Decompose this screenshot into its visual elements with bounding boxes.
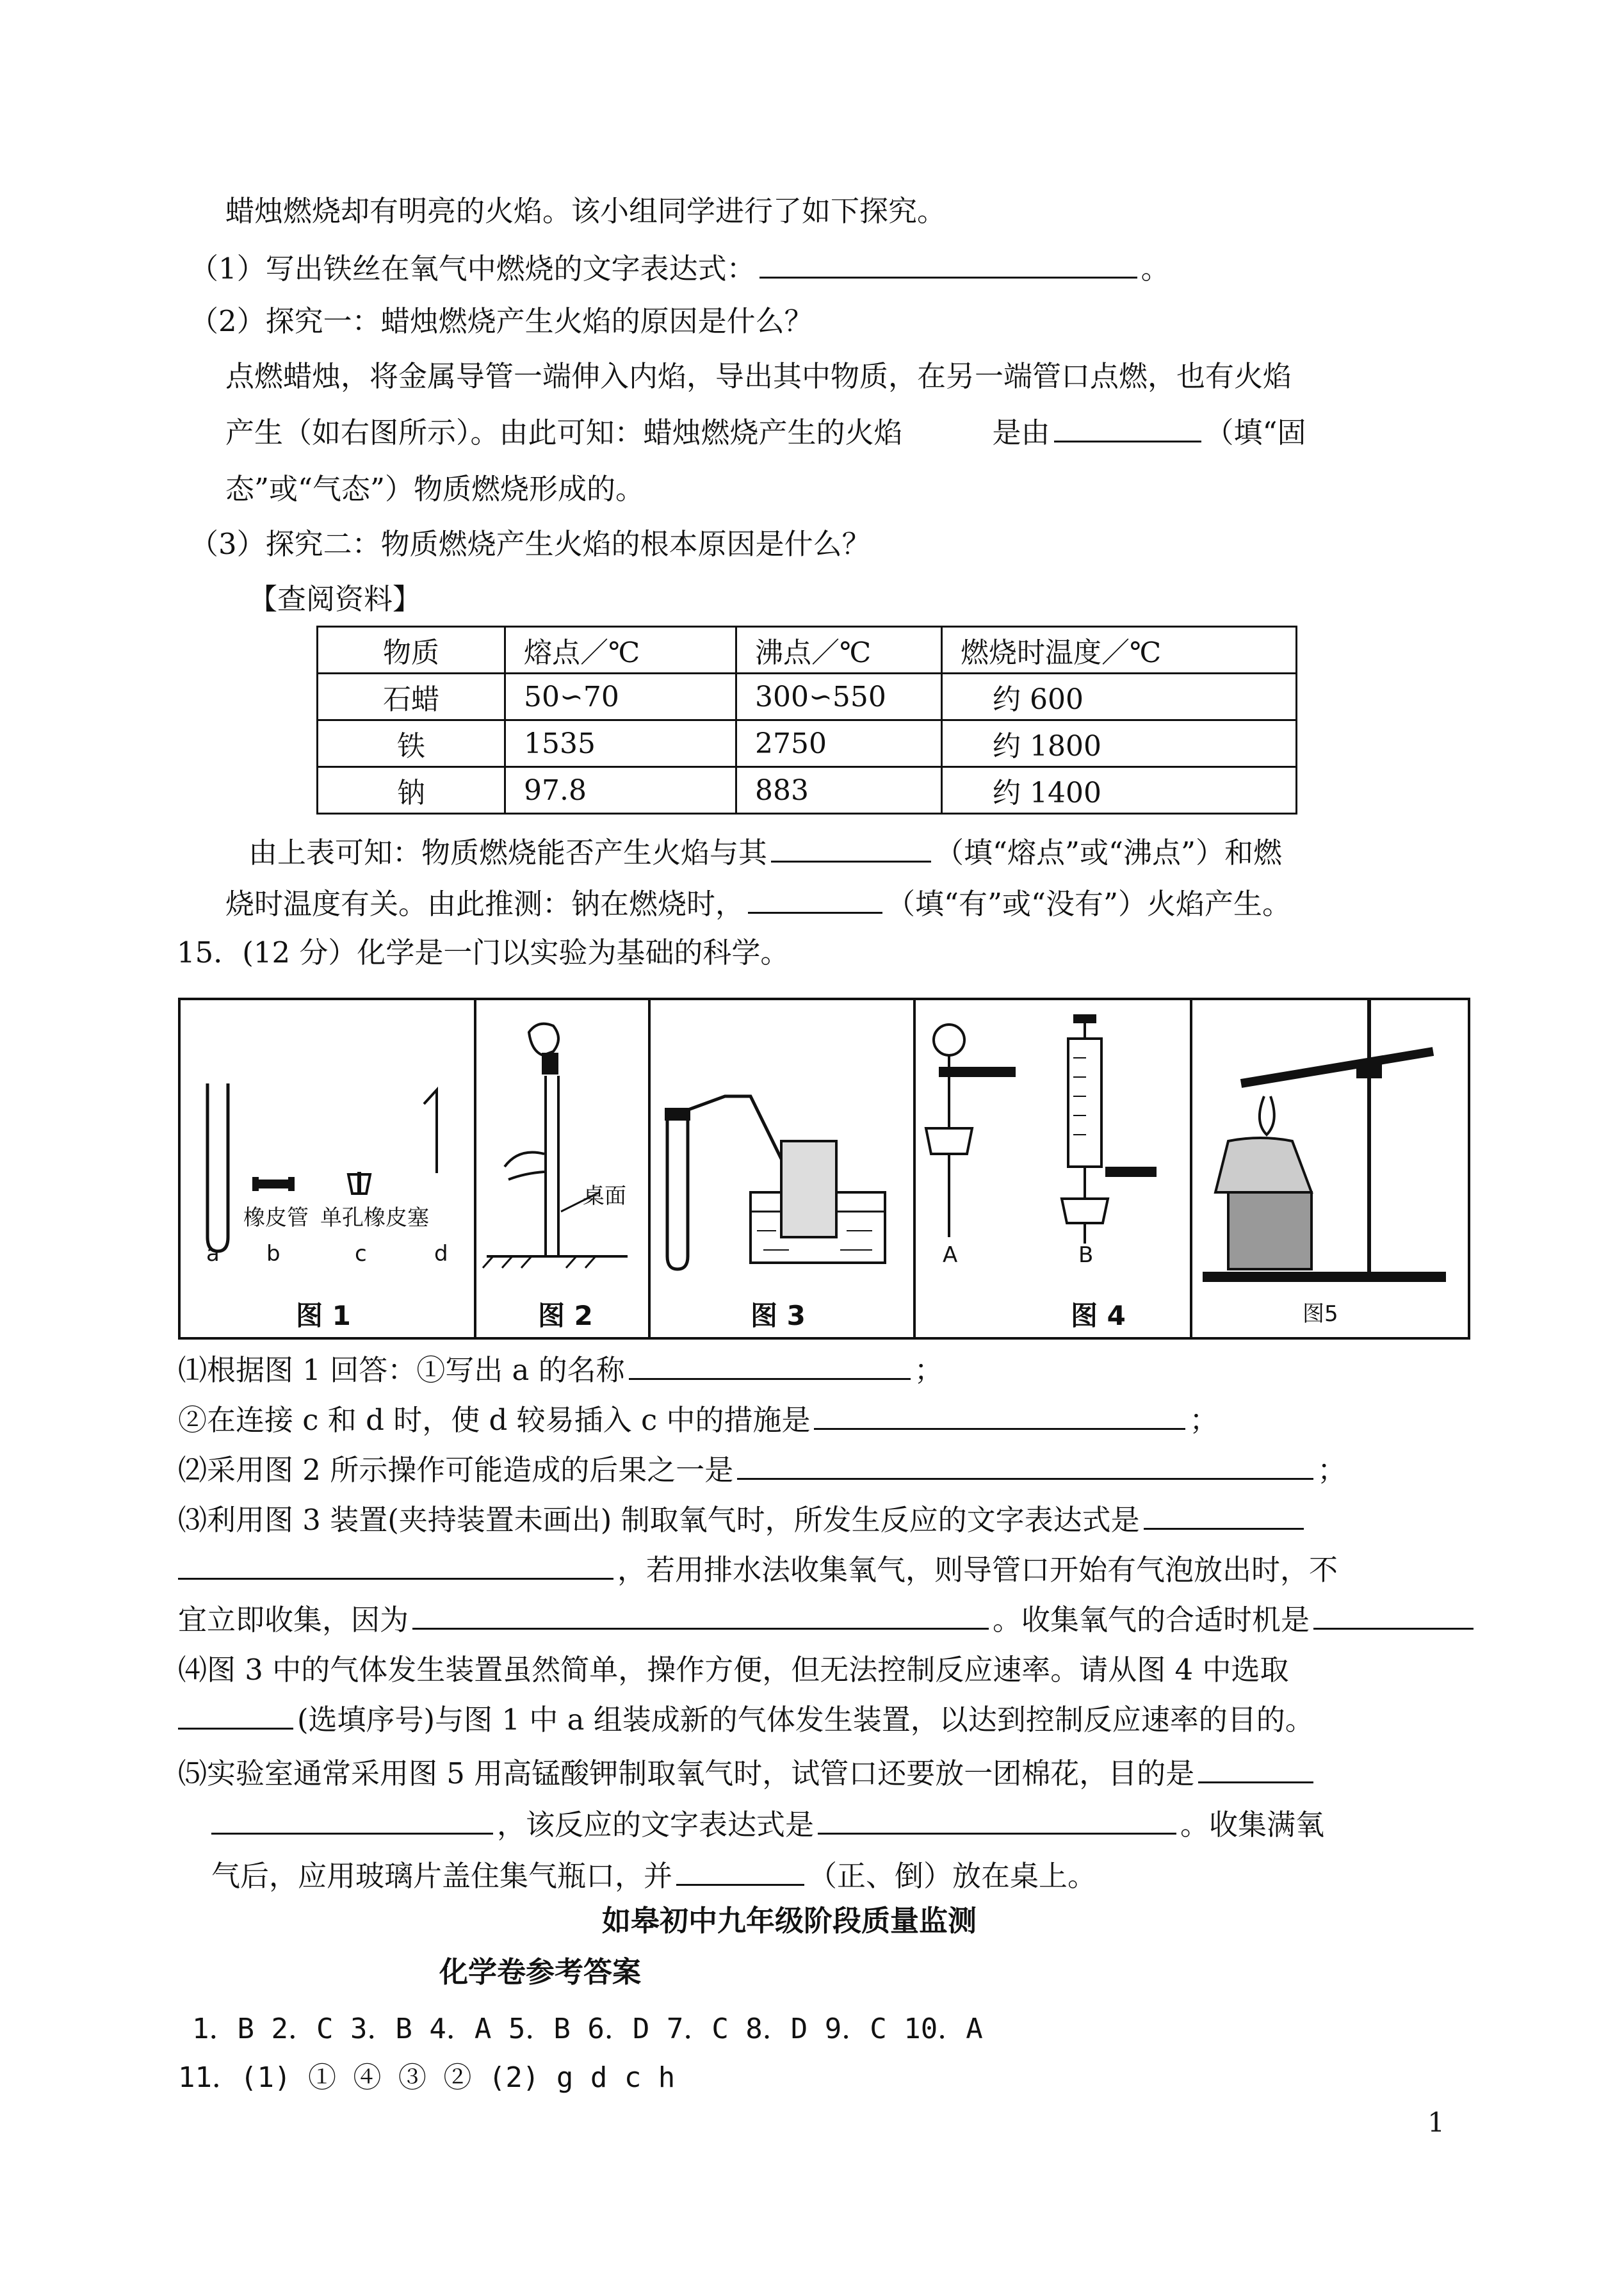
text-line bbox=[248, 835, 1282, 871]
question-text: ； bbox=[914, 1353, 943, 1387]
figure-1 bbox=[181, 1000, 476, 1337]
page-number: 1 bbox=[1427, 2107, 1445, 2138]
figure-caption: 图5 bbox=[1303, 1301, 1338, 1327]
question-text: ； bbox=[1317, 1453, 1347, 1487]
experiment-figures bbox=[178, 998, 1470, 1340]
question-15-3-cont bbox=[178, 1552, 1338, 1588]
question-15-4-cont bbox=[178, 1702, 1314, 1738]
question-text: ； bbox=[1189, 1403, 1219, 1437]
table-cell: 铁 bbox=[318, 720, 505, 767]
question-text: （填“有”或“没有”）火焰产生。 bbox=[886, 887, 1292, 921]
table-row bbox=[318, 720, 1297, 767]
question-text: （正、倒）放在桌上。 bbox=[808, 1859, 1097, 1893]
question-15-1 bbox=[178, 1352, 943, 1388]
question-1 bbox=[190, 251, 1170, 287]
label-B: B bbox=[1078, 1242, 1094, 1268]
question-text: （填“固 bbox=[1205, 416, 1306, 450]
table-header-cell: 燃烧时温度／℃ bbox=[942, 627, 1297, 674]
table-cell: 50∽70 bbox=[505, 674, 736, 720]
question-3: （3）探究二：物质燃烧产生火焰的根本原因是什么？ bbox=[190, 527, 871, 561]
answer-blank[interactable] bbox=[759, 251, 1137, 279]
table-header-cell: 沸点／℃ bbox=[736, 627, 942, 674]
question-text: 烧时温度有关。由此推测：钠在燃烧时， bbox=[225, 887, 745, 921]
question-text: ⑴根据图 1 回答：①写出 a 的名称 bbox=[178, 1353, 625, 1387]
table-cell: 883 bbox=[736, 767, 942, 814]
table-row bbox=[318, 674, 1297, 720]
table-header-cell: 熔点／℃ bbox=[505, 627, 736, 674]
figure-caption: 图 2 bbox=[538, 1300, 593, 1331]
table-cell: 石蜡 bbox=[318, 674, 505, 720]
question-text: （填“熔点”或“沸点”）和燃 bbox=[935, 836, 1283, 870]
answer-blank[interactable] bbox=[412, 1602, 989, 1630]
question-text: 是由 bbox=[992, 416, 1050, 450]
properties-table bbox=[316, 626, 1297, 815]
answer-blank[interactable] bbox=[818, 1807, 1176, 1835]
answer-key-title: 如皋初中九年级阶段质量监测 bbox=[602, 1904, 977, 1938]
question-text: (选填序号)与图 1 中 a 组装成新的气体发生装置，以达到控制反应速率的目的。 bbox=[297, 1703, 1314, 1737]
stopper-label: 单孔橡皮塞 bbox=[320, 1205, 429, 1231]
figure-5-drawing bbox=[1190, 1000, 1468, 1337]
answer-blank[interactable] bbox=[676, 1858, 804, 1886]
answer-blank[interactable] bbox=[737, 1452, 1313, 1480]
answer-blank[interactable] bbox=[1144, 1502, 1304, 1530]
table-cell: 钠 bbox=[318, 767, 505, 814]
question-text: ⑶利用图 3 装置(夹持装置未画出) 制取氧气时，所发生反应的文字表达式是 bbox=[178, 1503, 1140, 1537]
question-text: 。 bbox=[1141, 252, 1170, 286]
question-text: 产生（如右图所示）。由此可知：蜡烛燃烧产生的火焰 bbox=[225, 416, 903, 450]
label-b: b bbox=[266, 1241, 280, 1267]
text-line: 态”或“气态”）物质燃烧形成的。 bbox=[225, 472, 645, 506]
table-cell: 2750 bbox=[736, 720, 942, 767]
question-text: 。收集满氧 bbox=[1180, 1808, 1325, 1842]
figure-2 bbox=[474, 1000, 651, 1337]
table-cell: 1535 bbox=[505, 720, 736, 767]
answer-blank[interactable] bbox=[748, 886, 882, 914]
question-text: ，若用排水法收集氧气，则导管口开始有气泡放出时，不 bbox=[617, 1553, 1338, 1587]
question-text: 由上表可知：物质燃烧能否产生火焰与其 bbox=[248, 836, 768, 870]
question-text: 气后，应用玻璃片盖住集气瓶口，并 bbox=[211, 1859, 673, 1893]
answer-row: 11．(1) ① ④ ③ ② (2) g d c h bbox=[178, 2061, 676, 2094]
answer-key-subtitle: 化学卷参考答案 bbox=[439, 1955, 642, 1989]
figure-3-drawing bbox=[648, 1000, 913, 1337]
table-row bbox=[318, 767, 1297, 814]
answer-blank[interactable] bbox=[629, 1352, 911, 1380]
table-cell: 约 1400 bbox=[942, 767, 1297, 814]
figure-4-drawing bbox=[913, 1000, 1190, 1337]
section-heading: 【查阅资料】 bbox=[248, 582, 422, 616]
answer-blank[interactable] bbox=[1313, 1602, 1474, 1630]
question-15-2 bbox=[178, 1452, 1346, 1488]
label-a: a bbox=[206, 1241, 220, 1267]
question-15-3 bbox=[178, 1502, 1308, 1538]
question-2: （2）探究一：蜡烛燃烧产生火焰的原因是什么？ bbox=[190, 304, 813, 338]
table-cell: 约 600 bbox=[942, 674, 1297, 720]
question-text: ⑸实验室通常采用图 5 用高锰酸钾制取氧气时，试管口还要放一团棉花，目的是 bbox=[178, 1756, 1195, 1790]
figure-2-drawing bbox=[474, 1000, 648, 1337]
question-15-5-cont bbox=[211, 1858, 1096, 1894]
text-line: 点燃蜡烛，将金属导管一端伸入内焰，导出其中物质，在另一端管口点燃，也有火焰 bbox=[225, 359, 1292, 393]
question-15-3-cont bbox=[178, 1602, 1477, 1638]
figure-1-drawing bbox=[181, 1000, 474, 1337]
label-c: c bbox=[355, 1241, 367, 1267]
figure-caption: 图 4 bbox=[1071, 1300, 1126, 1331]
question-15-5 bbox=[178, 1756, 1317, 1792]
text-line: 蜡烛燃烧却有明亮的火焰。该小组同学进行了如下探究。 bbox=[225, 194, 946, 228]
text-line bbox=[225, 415, 1306, 451]
table-cell: 97.8 bbox=[505, 767, 736, 814]
question-text: 宜立即收集，因为 bbox=[178, 1603, 409, 1637]
answer-blank[interactable] bbox=[814, 1402, 1185, 1430]
answer-blank[interactable] bbox=[178, 1702, 293, 1730]
table-header-row bbox=[318, 627, 1297, 674]
figure-3 bbox=[648, 1000, 916, 1337]
table-header-cell: 物质 bbox=[318, 627, 505, 674]
figure-caption: 图 3 bbox=[751, 1300, 806, 1331]
answer-blank[interactable] bbox=[178, 1552, 613, 1580]
answer-blank[interactable] bbox=[771, 835, 931, 863]
label-d: d bbox=[434, 1241, 448, 1267]
figure-5 bbox=[1190, 1000, 1468, 1337]
answer-blank[interactable] bbox=[1054, 415, 1201, 442]
table-surface-label: 桌面 bbox=[583, 1183, 626, 1209]
question-15-5-cont bbox=[211, 1807, 1324, 1843]
answer-blank[interactable] bbox=[211, 1807, 493, 1835]
question-15-4: ⑷图 3 中的气体发生装置虽然简单，操作方便，但无法控制反应速率。请从图 4 中选取 bbox=[178, 1653, 1289, 1687]
question-15-heading: 15．(12 分）化学是一门以实验为基础的科学。 bbox=[177, 936, 790, 969]
question-text: ⑵采用图 2 所示操作可能造成的后果之一是 bbox=[178, 1453, 734, 1487]
question-text: （1）写出铁丝在氧气中燃烧的文字表达式： bbox=[190, 252, 756, 286]
answer-blank[interactable] bbox=[1198, 1756, 1313, 1783]
label-A: A bbox=[943, 1242, 958, 1268]
figure-caption: 图 1 bbox=[296, 1300, 351, 1331]
question-text: ②在连接 c 和 d 时，使 d 较易插入 c 中的措施是 bbox=[178, 1403, 811, 1437]
rubber-tube-label: 橡皮管 bbox=[243, 1205, 309, 1231]
question-15-1-2 bbox=[178, 1402, 1218, 1438]
question-text: 。收集氧气的合适时机是 bbox=[993, 1603, 1310, 1637]
table-cell: 约 1800 bbox=[942, 720, 1297, 767]
table-cell: 300∽550 bbox=[736, 674, 942, 720]
text-line bbox=[225, 886, 1291, 922]
answer-row: 1．B 2．C 3．B 4．A 5．B 6．D 7．C 8．D 9．C 10．A bbox=[192, 2013, 983, 2045]
question-text: ，该反应的文字表达式是 bbox=[497, 1808, 815, 1842]
figure-4 bbox=[913, 1000, 1192, 1337]
